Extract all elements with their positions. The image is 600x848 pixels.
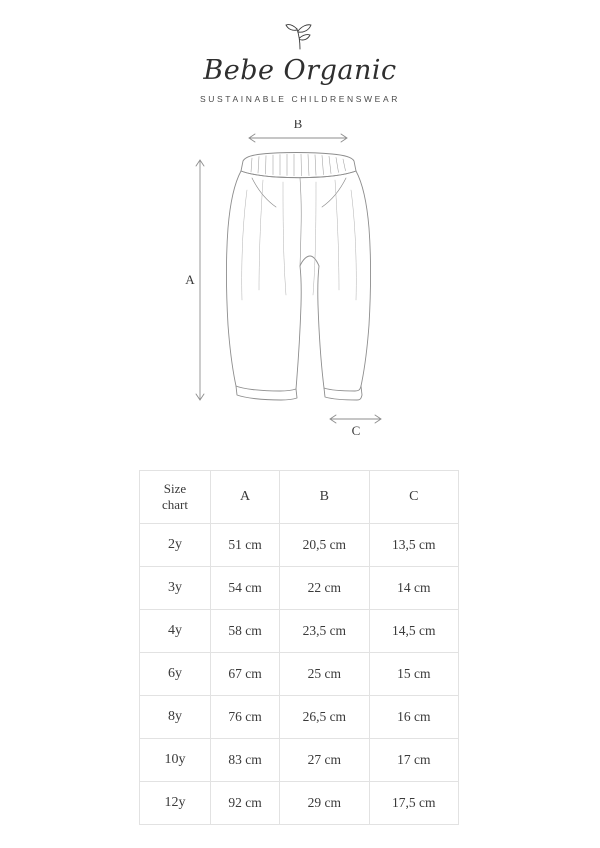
- dimension-arrow-b: [249, 134, 347, 142]
- dimension-label-b: B: [293, 119, 303, 131]
- size-chart-header-line1: Size: [163, 480, 187, 496]
- row-value-c: 16 cm: [369, 696, 458, 739]
- brand-tagline: SUSTAINABLE CHILDRENSWEAR: [200, 93, 400, 104]
- row-value-c: 14 cm: [369, 567, 458, 610]
- dimension-arrow-a: [196, 160, 204, 400]
- size-chart-header-line2: chart: [162, 497, 188, 512]
- row-value-a: 58 cm: [211, 610, 280, 653]
- column-header-c: C: [369, 471, 458, 524]
- table-row: [140, 524, 459, 567]
- row-value-a: 51 cm: [211, 524, 280, 567]
- row-value-b: 23,5 cm: [280, 610, 369, 653]
- table-row: [140, 610, 459, 653]
- column-header-a: A: [211, 471, 280, 524]
- row-value-c: 14,5 cm: [369, 610, 458, 653]
- table-row: [140, 696, 459, 739]
- table-row: [140, 739, 459, 782]
- dimension-label-a: A: [185, 271, 195, 287]
- row-value-b: 27 cm: [280, 739, 369, 782]
- row-value-c: 13,5 cm: [369, 524, 458, 567]
- table-header-row: [140, 471, 459, 524]
- dimension-arrow-c: [330, 415, 381, 423]
- row-size-label: 8y: [140, 696, 211, 739]
- row-value-c: 17,5 cm: [369, 782, 458, 825]
- row-value-a: 54 cm: [211, 567, 280, 610]
- row-size-label: 12y: [140, 782, 211, 825]
- row-value-c: 15 cm: [369, 653, 458, 696]
- row-size-label: 6y: [140, 653, 211, 696]
- row-size-label: 2y: [140, 524, 211, 567]
- row-value-a: 76 cm: [211, 696, 280, 739]
- row-value-b: 22 cm: [280, 567, 369, 610]
- table-row: [140, 782, 459, 825]
- leaf-sprig-icon: [280, 18, 320, 52]
- table-row: [140, 567, 459, 610]
- row-size-label: 4y: [140, 610, 211, 653]
- dimension-label-c: C: [351, 422, 361, 438]
- row-value-a: 83 cm: [211, 739, 280, 782]
- row-value-b: 29 cm: [280, 782, 369, 825]
- row-value-b: 25 cm: [280, 653, 369, 696]
- row-size-label: 3y: [140, 567, 211, 610]
- trousers-technical-drawing: [0, 120, 600, 450]
- row-value-c: 17 cm: [369, 739, 458, 782]
- table-row: [140, 653, 459, 696]
- row-value-b: 20,5 cm: [280, 524, 369, 567]
- brand-header: [0, 0, 600, 104]
- row-size-label: 10y: [140, 739, 211, 782]
- row-value-a: 92 cm: [211, 782, 280, 825]
- garment-illustration: [0, 120, 600, 450]
- size-chart-table: [139, 470, 459, 825]
- size-chart-row-header: [140, 471, 211, 524]
- brand-name: Bebe Organic: [203, 55, 397, 86]
- row-value-a: 67 cm: [211, 653, 280, 696]
- size-chart-table-wrapper: [139, 470, 459, 825]
- column-header-b: B: [280, 471, 369, 524]
- row-value-b: 26,5 cm: [280, 696, 369, 739]
